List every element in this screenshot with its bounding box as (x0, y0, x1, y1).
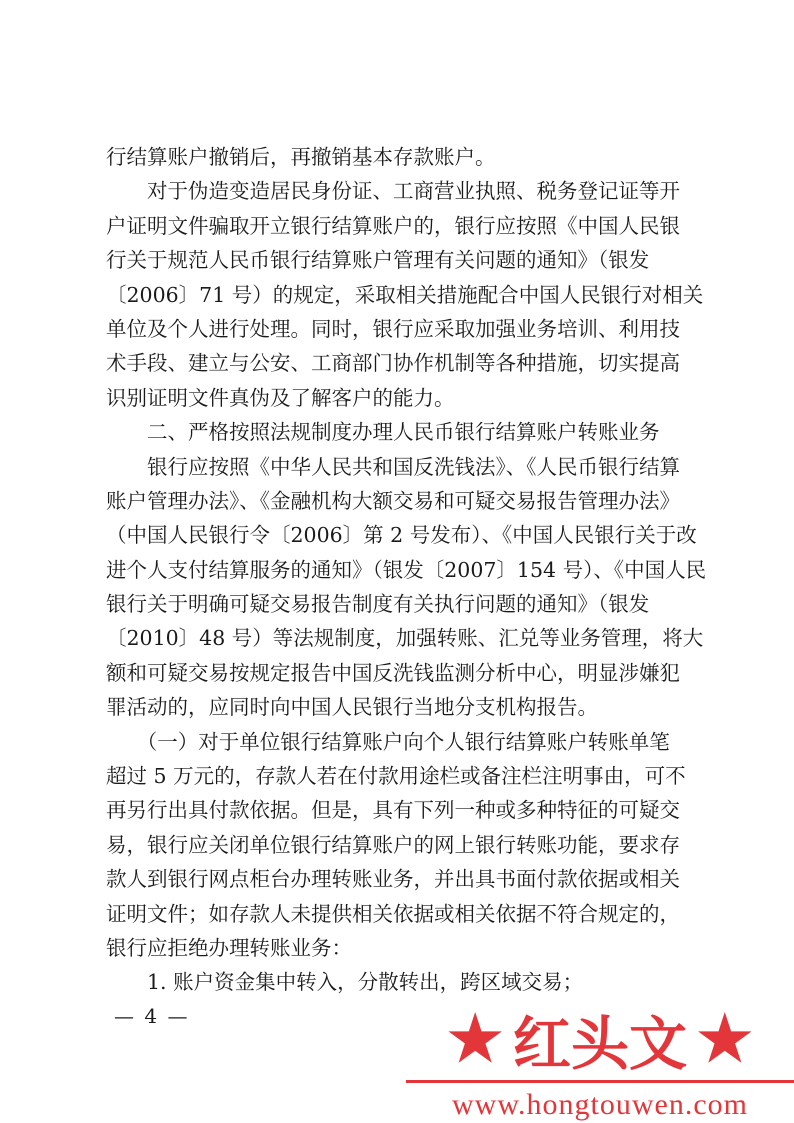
text-line: （一）对于单位银行结算账户向个人银行结算账户转账单笔 (106, 729, 670, 754)
text-line: 额和可疑交易按规定报告中国反洗钱监测分析中心，明显涉嫌犯 (106, 660, 680, 685)
text-line: 单位及个人进行处理。同时，银行应采取加强业务培训、利用技 (106, 316, 680, 341)
text-line: 账户管理办法》、《金融机构大额交易和可疑交易报告管理办法》 (106, 488, 680, 513)
page-number: — 4 — (114, 1004, 190, 1028)
text-line: 二、严格按照法规制度办理人民币银行结算账户转账业务 (106, 420, 660, 445)
text-line: 〔2010〕48 号）等法规制度，加强转账、汇兑等业务管理，将大 (106, 626, 704, 651)
text-line: 银行应按照《中华人民共和国反洗钱法》、《人民币银行结算 (106, 454, 680, 479)
document-body (106, 140, 707, 1000)
text-line: 识别证明文件真伪及了解客户的能力。 (106, 385, 455, 410)
text-line: 再另行出具付款依据。但是，具有下列一种或多种特征的可疑交 (106, 798, 680, 823)
text-line: 对于伪造变造居民身份证、工商营业执照、税务登记证等开 (106, 179, 680, 204)
text-line: （中国人民银行令〔2006〕第 2 号发布）、《中国人民银行关于改 (106, 523, 697, 548)
text-line: 银行应拒绝办理转账业务： (106, 935, 352, 960)
watermark-title-row (406, 1002, 794, 1076)
watermark-title: 红头文 (512, 1010, 687, 1078)
text-line: 户证明文件骗取开立银行结算账户的，银行应按照《中国人民银 (106, 213, 680, 238)
text-line: 超过 5 万元的，存款人若在付款用途栏或备注栏注明事由，可不 (106, 764, 686, 789)
text-line: 易，银行应关闭单位银行结算账户的网上银行转账功能，要求存 (106, 832, 680, 857)
text-line: 进个人支付结算服务的通知》（银发〔2007〕154 号）、《中国人民 (106, 557, 707, 582)
star-icon: ★ (447, 1002, 503, 1075)
text-line: 罪活动的，应同时向中国人民银行当地分支机构报告。 (106, 695, 598, 720)
text-line: 行关于规范人民币银行结算账户管理有关问题的通知》（银发 (106, 248, 650, 273)
text-line: 术手段、建立与公安、工商部门协作机制等各种措施，切实提高 (106, 351, 680, 376)
watermark-url: www.hongtouwen.com (451, 1088, 748, 1121)
star-icon: ★ (697, 1002, 753, 1075)
text-line: 证明文件；如存款人未提供相关依据或相关依据不符合规定的， (106, 901, 680, 926)
text-line: 行结算账户撤销后，再撤销基本存款账户。 (106, 145, 496, 169)
text-line: 银行关于明确可疑交易报告制度有关执行问题的通知》（银发 (106, 592, 650, 617)
text-line: 〔2006〕71 号）的规定，采取相关措施配合中国人民银行对相关 (106, 282, 704, 307)
text-line: 1. 账户资金集中转入，分散转出，跨区域交易； (106, 970, 584, 995)
watermark-divider (406, 1080, 794, 1083)
watermark (406, 1002, 794, 1123)
text-line: 款人到银行网点柜台办理转账业务，并出具书面付款依据或相关 (106, 867, 680, 892)
